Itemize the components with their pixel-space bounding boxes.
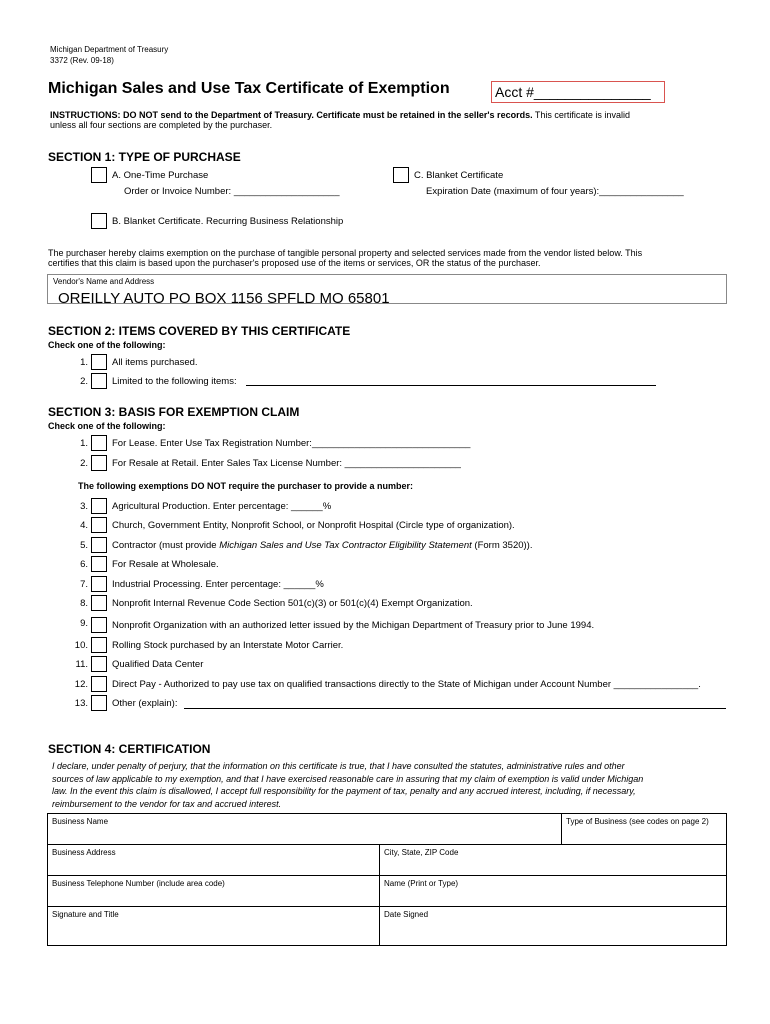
page-title: Michigan Sales and Use Tax Certificate of Exemption bbox=[48, 80, 450, 97]
s3-item6-num: 6. bbox=[80, 559, 88, 570]
other-explain-line[interactable] bbox=[184, 708, 726, 709]
recurring-blanket-label: B. Blanket Certificate. Recurring Business Relationship bbox=[112, 216, 344, 227]
direct-pay-checkbox[interactable] bbox=[91, 676, 107, 692]
church-government-checkbox[interactable] bbox=[91, 517, 107, 533]
instructions bbox=[50, 110, 730, 130]
nonprofit-501c-label: Nonprofit Internal Revenue Code Section 501(c)(3) or 501(c)(4) Exempt Organization. bbox=[112, 598, 473, 609]
s3-item11-num: 11. bbox=[75, 659, 88, 670]
vendor-label: Vendor's Name and Address bbox=[53, 277, 155, 286]
section2-check-one: Check one of the following: bbox=[48, 340, 166, 350]
phone-field[interactable] bbox=[47, 875, 380, 907]
instructions-rest: This certificate is invalid bbox=[532, 110, 630, 120]
limited-items-checkbox[interactable] bbox=[91, 373, 107, 389]
for-lease-label: For Lease. Enter Use Tax Registration Number:______________________________ bbox=[112, 438, 471, 449]
signature-field[interactable] bbox=[47, 906, 380, 946]
date-signed-label: Date Signed bbox=[384, 910, 429, 919]
contractor-label-pre: Contractor (must provide bbox=[112, 540, 220, 551]
business-address-label: Business Address bbox=[52, 848, 116, 857]
contractor-label-post: (Form 3520)). bbox=[471, 540, 533, 551]
resale-wholesale-label: For Resale at Wholesale. bbox=[112, 559, 219, 570]
all-items-checkbox[interactable] bbox=[91, 354, 107, 370]
section3-check-one: Check one of the following: bbox=[48, 421, 166, 431]
date-signed-field[interactable] bbox=[379, 906, 727, 946]
nonprofit-letter-label: Nonprofit Organization with an authorized letter issued by the Michigan Department of Treasury prior to June 1994. bbox=[112, 620, 595, 631]
no-number-note: The following exemptions DO NOT require the purchaser to provide a number: bbox=[78, 481, 414, 491]
blanket-certificate-checkbox[interactable] bbox=[393, 167, 409, 183]
limited-items-label: Limited to the following items: bbox=[112, 376, 237, 387]
industrial-processing-label: Industrial Processing. Enter percentage: ______% bbox=[112, 579, 324, 590]
nonprofit-501c-checkbox[interactable] bbox=[91, 595, 107, 611]
resale-wholesale-checkbox[interactable] bbox=[91, 556, 107, 572]
limited-items-line[interactable] bbox=[246, 385, 656, 386]
one-time-purchase-checkbox[interactable] bbox=[91, 167, 107, 183]
declaration bbox=[52, 760, 732, 810]
section2-item2-num: 2. bbox=[80, 376, 88, 387]
instructions-line2: unless all four sections are completed by the purchaser. bbox=[50, 120, 273, 130]
declaration-line3: law. In the event this claim is disallowed, I accept full responsibility for the payment of tax, penalty and any accrued interest, including, if necessary, bbox=[52, 786, 636, 796]
contractor-label-italic: Michigan Sales and Use Tax Contractor Eligibility Statement bbox=[219, 540, 472, 551]
one-time-purchase-label: A. One-Time Purchase bbox=[112, 170, 209, 181]
s3-item12-num: 12. bbox=[74, 679, 88, 690]
section2-heading: SECTION 2: ITEMS COVERED BY THIS CERTIFICATE bbox=[48, 324, 351, 338]
name-print-label: Name (Print or Type) bbox=[384, 879, 459, 888]
section4-heading: SECTION 4: CERTIFICATION bbox=[48, 742, 211, 756]
claim-line2: certifies that this claim is based upon the purchaser's proposed use of the items or services, OR the status of the purchaser. bbox=[48, 258, 541, 268]
vendor-value[interactable]: OREILLY AUTO PO BOX 1156 SPFLD MO 65801 bbox=[58, 290, 390, 307]
declaration-line4: reimbursement to the vendor for tax and accrued interest. bbox=[52, 798, 282, 809]
business-name-label: Business Name bbox=[52, 817, 109, 826]
vendor-box[interactable] bbox=[47, 274, 727, 307]
contractor-label bbox=[112, 540, 532, 551]
city-state-zip-label: City, State, ZIP Code bbox=[384, 848, 459, 857]
department-name: Michigan Department of Treasury bbox=[50, 45, 169, 54]
resale-retail-label: For Resale at Retail. Enter Sales Tax License Number: ______________________ bbox=[112, 458, 461, 469]
other-checkbox[interactable] bbox=[91, 695, 107, 711]
resale-retail-checkbox[interactable] bbox=[91, 455, 107, 471]
instructions-bold: INSTRUCTIONS: DO NOT send to the Department of Treasury. Certificate must be retained in the seller's records. bbox=[50, 110, 533, 120]
type-of-business-field[interactable] bbox=[561, 813, 727, 845]
contractor-checkbox[interactable] bbox=[91, 537, 107, 553]
form-number: 3372 (Rev. 09-18) bbox=[50, 56, 114, 65]
other-label: Other (explain): bbox=[112, 698, 178, 709]
claim-statement bbox=[48, 248, 738, 268]
s3-item7-num: 7. bbox=[80, 579, 88, 590]
name-print-field[interactable] bbox=[379, 875, 727, 907]
all-items-label: All items purchased. bbox=[112, 357, 198, 368]
nonprofit-letter-checkbox[interactable] bbox=[91, 617, 107, 633]
agricultural-label: Agricultural Production. Enter percentage: ______% bbox=[112, 501, 332, 512]
church-government-label: Church, Government Entity, Nonprofit School, or Nonprofit Hospital (Circle type of organization). bbox=[112, 520, 515, 531]
s3-item5-num: 5. bbox=[80, 540, 88, 551]
type-of-business-label: Type of Business (see codes on page 2) bbox=[566, 817, 709, 826]
for-lease-checkbox[interactable] bbox=[91, 435, 107, 451]
data-center-checkbox[interactable] bbox=[91, 656, 107, 672]
s3-item9-num: 9. bbox=[80, 618, 88, 629]
direct-pay-label: Direct Pay - Authorized to pay use tax on qualified transactions directly to the State of Michigan under Account Number ________________. bbox=[112, 679, 701, 690]
s3-item10-num: 10. bbox=[74, 640, 88, 651]
phone-label: Business Telephone Number (include area code) bbox=[52, 879, 225, 888]
acct-number-field[interactable]: Acct #_______________ bbox=[491, 81, 665, 103]
signature-label: Signature and Title bbox=[52, 910, 119, 919]
city-state-zip-field[interactable] bbox=[379, 844, 727, 876]
s3-item4-num: 4. bbox=[80, 520, 88, 531]
section1-heading: SECTION 1: TYPE OF PURCHASE bbox=[48, 150, 241, 164]
business-address-field[interactable] bbox=[47, 844, 380, 876]
s3-item13-num: 13. bbox=[74, 698, 88, 709]
rolling-stock-label: Rolling Stock purchased by an Interstate Motor Carrier. bbox=[112, 640, 344, 651]
declaration-line1: I declare, under penalty of perjury, that the information on this certificate is true, that I have consulted the statutes, administrative rules and other bbox=[52, 761, 625, 771]
section2-item1-num: 1. bbox=[80, 357, 88, 368]
s3-item8-num: 8. bbox=[80, 598, 88, 609]
expiration-date-field[interactable]: Expiration Date (maximum of four years):________________ bbox=[426, 186, 684, 197]
data-center-label: Qualified Data Center bbox=[112, 659, 204, 670]
section3-heading: SECTION 3: BASIS FOR EXEMPTION CLAIM bbox=[48, 405, 300, 419]
business-name-field[interactable] bbox=[47, 813, 562, 845]
blanket-certificate-label: C. Blanket Certificate bbox=[414, 170, 504, 181]
declaration-line2: sources of law applicable to my exemption, and that I have exercised reasonable care in assuring that my claim of exemption is valid under Michigan bbox=[52, 773, 644, 784]
invoice-number-field[interactable]: Order or Invoice Number: ____________________ bbox=[124, 186, 340, 197]
s3-item1-num: 1. bbox=[80, 438, 88, 449]
rolling-stock-checkbox[interactable] bbox=[91, 637, 107, 653]
industrial-processing-checkbox[interactable] bbox=[91, 576, 107, 592]
s3-item2-num: 2. bbox=[80, 458, 88, 469]
agricultural-checkbox[interactable] bbox=[91, 498, 107, 514]
s3-item3-num: 3. bbox=[80, 501, 88, 512]
claim-line1: The purchaser hereby claims exemption on the purchase of tangible personal property and selected services made from the vendor listed below. This bbox=[48, 248, 643, 258]
recurring-blanket-checkbox[interactable] bbox=[91, 213, 107, 229]
